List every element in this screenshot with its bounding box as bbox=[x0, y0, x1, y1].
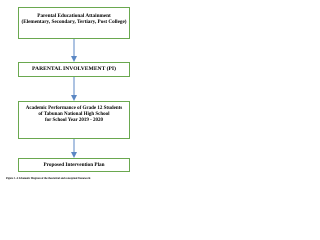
parental-involvement-box bbox=[18, 62, 130, 77]
box3-line2: of Tabunan National High School bbox=[38, 111, 110, 117]
box2-text: PARENTAL INVOLVEMENT (PI) bbox=[32, 66, 116, 72]
figure-caption: Figure 1. A Schematic Diagram of the theoretical and conceptual framework bbox=[6, 177, 91, 180]
intervention-plan-box bbox=[18, 158, 130, 172]
parental-attainment-box bbox=[18, 7, 130, 39]
academic-performance-box bbox=[18, 101, 130, 139]
box3-line1: Academic Performance of Grade 12 Students bbox=[25, 106, 123, 111]
box1-subtitle: (Elementary, Secondary, Tertiary, Post College) bbox=[21, 19, 127, 26]
box1-title: Parental Educational Attainment bbox=[37, 13, 111, 19]
box3-line3: for School Year 2019 - 2020 bbox=[44, 117, 104, 123]
box4-text: Proposed Intervention Plan bbox=[43, 162, 105, 168]
